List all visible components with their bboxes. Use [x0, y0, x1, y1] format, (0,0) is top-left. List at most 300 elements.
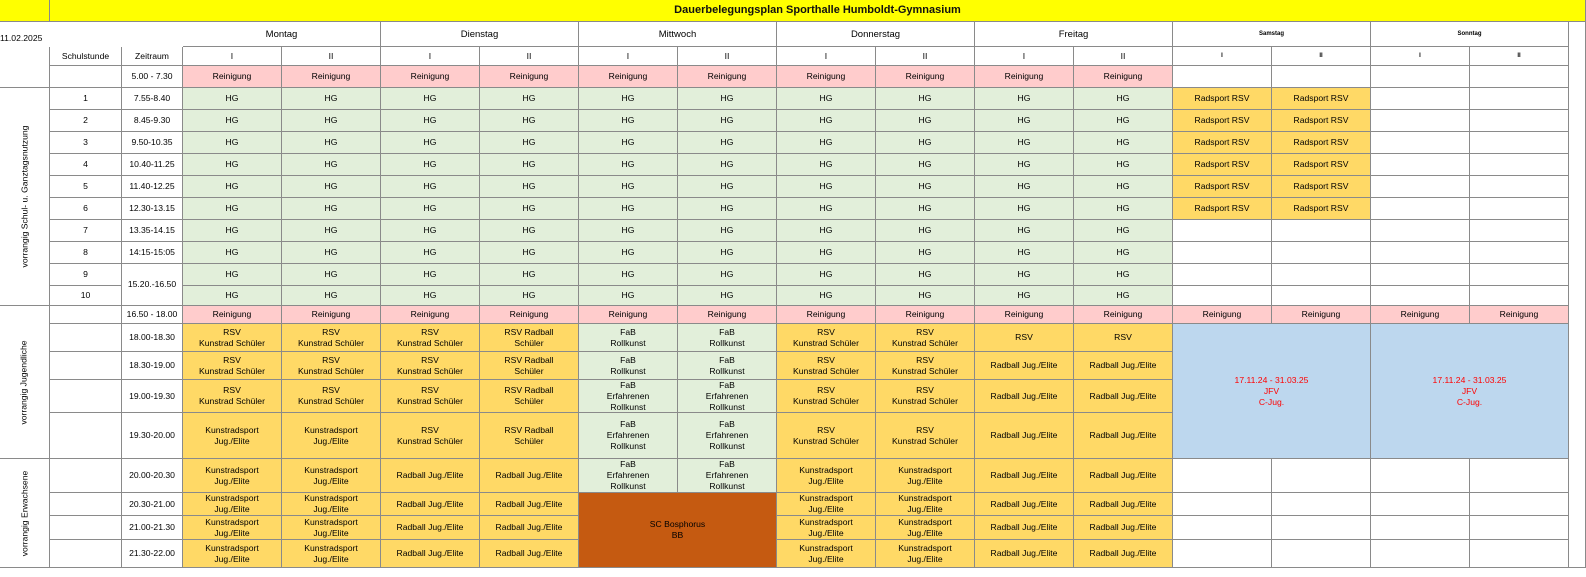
booking-cell-kunstradsport-elite[interactable]: Kunstradsport Jug./Elite	[777, 459, 876, 493]
empty-cell	[1173, 493, 1272, 516]
booking-cell-reinigung[interactable]: Reinigung	[777, 66, 876, 88]
booking-cell-hg[interactable]: HG	[579, 198, 678, 220]
booking-cell-rsv-kunstrad[interactable]: RSV Kunstrad Schüler	[282, 324, 381, 352]
booking-cell-hg[interactable]: HG	[777, 220, 876, 242]
day-header-montag: Montag	[183, 22, 381, 47]
booking-cell-hg[interactable]: HG	[183, 220, 282, 242]
booking-cell-hg[interactable]: HG	[183, 88, 282, 110]
time-slot: 20.30-21.00	[122, 493, 183, 516]
booking-cell-hg[interactable]: HG	[381, 198, 480, 220]
booking-cell-hg[interactable]: HG	[579, 154, 678, 176]
booking-cell-rsv-kunstrad[interactable]: RSV Kunstrad Schüler	[777, 413, 876, 459]
booking-cell-radsport-rsv[interactable]: Radsport RSV	[1272, 132, 1371, 154]
booking-cell-radsport-rsv[interactable]: Radsport RSV	[1272, 154, 1371, 176]
booking-cell-hg[interactable]: HG	[381, 154, 480, 176]
booking-cell-reinigung[interactable]: Reinigung	[282, 66, 381, 88]
time-slot: 15.20.-16.50	[122, 264, 183, 306]
day-header-dienstag: Dienstag	[381, 22, 579, 47]
booking-cell-radball-elite[interactable]: Radball Jug./Elite	[1074, 516, 1173, 540]
booking-cell-hg[interactable]: HG	[183, 198, 282, 220]
booking-cell-hg[interactable]: HG	[777, 242, 876, 264]
booking-cell-hg[interactable]: HG	[381, 286, 480, 306]
booking-cell-hg[interactable]: HG	[381, 220, 480, 242]
booking-cell-rsv-kunstrad[interactable]: RSV Kunstrad Schüler	[282, 380, 381, 413]
half-header: II	[1470, 47, 1569, 66]
booking-cell-reinigung[interactable]: Reinigung	[876, 66, 975, 88]
booking-cell-hg[interactable]: HG	[876, 242, 975, 264]
booking-cell-hg[interactable]: HG	[975, 198, 1074, 220]
booking-cell-rsv-kunstrad[interactable]: RSV Kunstrad Schüler	[282, 352, 381, 380]
booking-cell-hg[interactable]: HG	[381, 264, 480, 286]
empty-cell	[1470, 198, 1569, 220]
booking-cell-hg[interactable]: HG	[975, 286, 1074, 306]
booking-cell-reinigung[interactable]: Reinigung	[1272, 306, 1371, 324]
booking-cell-hg[interactable]: HG	[480, 88, 579, 110]
booking-cell-radball-elite[interactable]: Radball Jug./Elite	[1074, 459, 1173, 493]
empty-cell	[1371, 88, 1470, 110]
booking-cell-hg[interactable]: HG	[876, 198, 975, 220]
right-edge	[1569, 22, 1586, 568]
empty-cell	[1470, 264, 1569, 286]
empty-cell	[1470, 459, 1569, 493]
booking-cell-reinigung[interactable]: Reinigung	[678, 306, 777, 324]
booking-cell-reinigung[interactable]: Reinigung	[579, 66, 678, 88]
booking-cell-reinigung[interactable]: Reinigung	[579, 306, 678, 324]
lesson-number-blank	[50, 516, 122, 540]
booking-cell-hg[interactable]: HG	[678, 220, 777, 242]
time-slot: 5.00 - 7.30	[122, 66, 183, 88]
booking-cell-reinigung[interactable]: Reinigung	[1074, 306, 1173, 324]
half-header: I	[381, 47, 480, 66]
lesson-number: 5	[50, 176, 122, 198]
booking-cell-hg[interactable]: HG	[876, 154, 975, 176]
booking-cell-rsv-radball[interactable]: RSV Radball Schüler	[480, 413, 579, 459]
booking-cell-hg[interactable]: HG	[975, 132, 1074, 154]
booking-cell-hg[interactable]: HG	[777, 286, 876, 306]
booking-cell-kunstradsport-elite[interactable]: Kunstradsport Jug./Elite	[777, 493, 876, 516]
empty-cell	[1371, 66, 1470, 88]
booking-cell-hg[interactable]: HG	[975, 220, 1074, 242]
half-header: II	[1272, 47, 1371, 66]
booking-cell-hg[interactable]: HG	[678, 176, 777, 198]
booking-cell-hg[interactable]: HG	[678, 198, 777, 220]
booking-cell-rsv[interactable]: RSV	[1074, 324, 1173, 352]
booking-cell-jfv-block[interactable]: 17.11.24 - 31.03.25 JFV C-Jug.	[1371, 324, 1569, 459]
section-school: vorrangig Schul- u. Ganztagsnutzung	[0, 88, 50, 306]
booking-cell-hg[interactable]: HG	[183, 176, 282, 198]
booking-cell-hg[interactable]: HG	[777, 198, 876, 220]
booking-cell-reinigung[interactable]: Reinigung	[183, 306, 282, 324]
booking-cell-hg[interactable]: HG	[1074, 154, 1173, 176]
booking-cell-jfv-block[interactable]: 17.11.24 - 31.03.25 JFV C-Jug.	[1173, 324, 1371, 459]
half-header: II	[876, 47, 975, 66]
booking-cell-hg[interactable]: HG	[975, 176, 1074, 198]
lesson-number: 10	[50, 286, 122, 306]
empty-cell	[1371, 132, 1470, 154]
time-slot: 18.30-19.00	[122, 352, 183, 380]
lesson-number-blank	[50, 352, 122, 380]
booking-cell-hg[interactable]: HG	[282, 220, 381, 242]
booking-cell-rsv-kunstrad[interactable]: RSV Kunstrad Schüler	[183, 352, 282, 380]
booking-cell-rsv-radball[interactable]: RSV Radball Schüler	[480, 380, 579, 413]
booking-cell-hg[interactable]: HG	[480, 176, 579, 198]
half-header: II	[282, 47, 381, 66]
booking-cell-radball-elite[interactable]: Radball Jug./Elite	[480, 540, 579, 568]
booking-cell-hg[interactable]: HG	[975, 264, 1074, 286]
booking-cell-fab-erfahrenen[interactable]: FaB Erfahrenen Rollkunst	[678, 459, 777, 493]
lesson-number-blank	[50, 493, 122, 516]
booking-cell-radsport-rsv[interactable]: Radsport RSV	[1272, 198, 1371, 220]
booking-cell-rsv-kunstrad[interactable]: RSV Kunstrad Schüler	[876, 324, 975, 352]
half-header: I	[183, 47, 282, 66]
day-header-mittwoch: Mittwoch	[579, 22, 777, 47]
booking-cell-fab-erfahrenen[interactable]: FaB Erfahrenen Rollkunst	[579, 459, 678, 493]
booking-cell-radsport-rsv[interactable]: Radsport RSV	[1272, 110, 1371, 132]
booking-cell-hg[interactable]: HG	[480, 242, 579, 264]
booking-cell-reinigung[interactable]: Reinigung	[480, 306, 579, 324]
booking-cell-hg[interactable]: HG	[579, 176, 678, 198]
booking-cell-rsv-kunstrad[interactable]: RSV Kunstrad Schüler	[876, 413, 975, 459]
booking-cell-radsport-rsv[interactable]: Radsport RSV	[1173, 154, 1272, 176]
booking-cell-radball-elite[interactable]: Radball Jug./Elite	[1074, 352, 1173, 380]
booking-cell-hg[interactable]: HG	[876, 286, 975, 306]
empty-cell	[1371, 540, 1470, 568]
time-slot: 14:15-15:05	[122, 242, 183, 264]
booking-cell-hg[interactable]: HG	[876, 176, 975, 198]
lesson-number-blank	[50, 540, 122, 568]
lesson-number: 8	[50, 242, 122, 264]
booking-cell-kunstradsport-elite[interactable]: Kunstradsport Jug./Elite	[183, 459, 282, 493]
empty-cell	[1272, 242, 1371, 264]
booking-cell-rsv-kunstrad[interactable]: RSV Kunstrad Schüler	[183, 380, 282, 413]
booking-cell-radball-elite[interactable]: Radball Jug./Elite	[381, 540, 480, 568]
lesson-number-blank	[50, 380, 122, 413]
booking-cell-fab-rollkunst[interactable]: FaB Rollkunst	[678, 352, 777, 380]
booking-cell-hg[interactable]: HG	[876, 110, 975, 132]
booking-cell-fab-erfahrenen[interactable]: FaB Erfahrenen Rollkunst	[678, 413, 777, 459]
empty-cell	[1173, 459, 1272, 493]
empty-cell	[1371, 110, 1470, 132]
booking-cell-kunstradsport-elite[interactable]: Kunstradsport Jug./Elite	[183, 493, 282, 516]
booking-cell-hg[interactable]: HG	[282, 88, 381, 110]
booking-cell-hg[interactable]: HG	[678, 286, 777, 306]
booking-cell-hg[interactable]: HG	[1074, 132, 1173, 154]
booking-cell-hg[interactable]: HG	[876, 88, 975, 110]
booking-cell-hg[interactable]: HG	[480, 198, 579, 220]
half-header: II	[480, 47, 579, 66]
booking-cell-rsv-kunstrad[interactable]: RSV Kunstrad Schüler	[381, 352, 480, 380]
booking-cell-rsv-kunstrad[interactable]: RSV Kunstrad Schüler	[777, 324, 876, 352]
empty-cell	[1470, 540, 1569, 568]
booking-cell-hg[interactable]: HG	[480, 264, 579, 286]
booking-cell-radball-elite[interactable]: Radball Jug./Elite	[975, 413, 1074, 459]
booking-cell-hg[interactable]: HG	[480, 110, 579, 132]
booking-cell-radsport-rsv[interactable]: Radsport RSV	[1173, 198, 1272, 220]
booking-cell-radball-elite[interactable]: Radball Jug./Elite	[975, 516, 1074, 540]
empty-cell	[1272, 220, 1371, 242]
booking-cell-radball-elite[interactable]: Radball Jug./Elite	[480, 459, 579, 493]
booking-cell-kunstradsport-elite[interactable]: Kunstradsport Jug./Elite	[876, 459, 975, 493]
empty-cell	[1371, 286, 1470, 306]
booking-cell-rsv-kunstrad[interactable]: RSV Kunstrad Schüler	[777, 380, 876, 413]
booking-cell-sc-bosphorus[interactable]: SC Bosphorus BB	[579, 493, 777, 568]
booking-cell-radsport-rsv[interactable]: Radsport RSV	[1173, 132, 1272, 154]
title-bar: Dauerbelegungsplan Sporthalle Humboldt-Gymnasium	[50, 0, 1586, 22]
booking-cell-rsv-radball[interactable]: RSV Radball Schüler	[480, 324, 579, 352]
booking-cell-radball-elite[interactable]: Radball Jug./Elite	[381, 516, 480, 540]
booking-cell-hg[interactable]: HG	[282, 110, 381, 132]
booking-cell-hg[interactable]: HG	[777, 264, 876, 286]
booking-cell-hg[interactable]: HG	[579, 110, 678, 132]
booking-cell-rsv-radball[interactable]: RSV Radball Schüler	[480, 352, 579, 380]
booking-cell-reinigung[interactable]: Reinigung	[480, 66, 579, 88]
booking-cell-hg[interactable]: HG	[183, 264, 282, 286]
booking-cell-hg[interactable]: HG	[678, 242, 777, 264]
booking-cell-hg[interactable]: HG	[975, 154, 1074, 176]
booking-cell-fab-erfahrenen[interactable]: FaB Erfahrenen Rollkunst	[579, 380, 678, 413]
booking-cell-reinigung[interactable]: Reinigung	[876, 306, 975, 324]
empty-cell	[1470, 66, 1569, 88]
booking-cell-hg[interactable]: HG	[1074, 264, 1173, 286]
booking-cell-radsport-rsv[interactable]: Radsport RSV	[1272, 176, 1371, 198]
booking-cell-hg[interactable]: HG	[282, 154, 381, 176]
section-adults: vorrangig Erwachsene	[0, 459, 50, 568]
time-slot: 7.55-8.40	[122, 88, 183, 110]
empty-cell	[1470, 176, 1569, 198]
empty-cell	[1371, 516, 1470, 540]
booking-cell-kunstradsport-elite[interactable]: Kunstradsport Jug./Elite	[183, 540, 282, 568]
booking-cell-fab-erfahrenen[interactable]: FaB Erfahrenen Rollkunst	[678, 380, 777, 413]
booking-cell-hg[interactable]: HG	[282, 198, 381, 220]
booking-cell-reinigung[interactable]: Reinigung	[975, 306, 1074, 324]
booking-cell-rsv-kunstrad[interactable]: RSV Kunstrad Schüler	[876, 380, 975, 413]
title-bar-left	[0, 0, 50, 22]
booking-cell-radsport-rsv[interactable]: Radsport RSV	[1173, 176, 1272, 198]
booking-cell-hg[interactable]: HG	[678, 154, 777, 176]
booking-cell-hg[interactable]: HG	[876, 220, 975, 242]
booking-cell-radball-elite[interactable]: Radball Jug./Elite	[975, 493, 1074, 516]
booking-cell-hg[interactable]: HG	[579, 242, 678, 264]
day-header-donnerstag: Donnerstag	[777, 22, 975, 47]
booking-cell-hg[interactable]: HG	[1074, 220, 1173, 242]
booking-cell-hg[interactable]: HG	[975, 110, 1074, 132]
booking-cell-hg[interactable]: HG	[1074, 242, 1173, 264]
booking-cell-kunstradsport-elite[interactable]: Kunstradsport Jug./Elite	[777, 516, 876, 540]
booking-cell-kunstradsport-elite[interactable]: Kunstradsport Jug./Elite	[183, 516, 282, 540]
empty-cell	[1470, 242, 1569, 264]
booking-cell-radball-elite[interactable]: Radball Jug./Elite	[1074, 493, 1173, 516]
booking-cell-hg[interactable]: HG	[777, 154, 876, 176]
booking-cell-hg[interactable]: HG	[381, 242, 480, 264]
booking-cell-kunstradsport-elite[interactable]: Kunstradsport Jug./Elite	[282, 493, 381, 516]
booking-cell-kunstradsport-elite[interactable]: Kunstradsport Jug./Elite	[282, 459, 381, 493]
empty-cell	[1272, 493, 1371, 516]
booking-cell-rsv[interactable]: RSV	[975, 324, 1074, 352]
booking-cell-reinigung[interactable]: Reinigung	[975, 66, 1074, 88]
lesson-number-blank	[50, 413, 122, 459]
col-header-schulstunde: Schulstunde	[50, 47, 122, 66]
booking-cell-kunstradsport-elite[interactable]: Kunstradsport Jug./Elite	[876, 516, 975, 540]
booking-cell-hg[interactable]: HG	[183, 154, 282, 176]
time-slot: 21.00-21.30	[122, 516, 183, 540]
half-header: I	[1173, 47, 1272, 66]
empty-cell	[1371, 242, 1470, 264]
booking-cell-hg[interactable]: HG	[579, 264, 678, 286]
booking-cell-reinigung[interactable]: Reinigung	[678, 66, 777, 88]
booking-cell-kunstradsport-elite[interactable]: Kunstradsport Jug./Elite	[876, 540, 975, 568]
booking-cell-hg[interactable]: HG	[1074, 286, 1173, 306]
empty-cell	[1173, 540, 1272, 568]
booking-cell-hg[interactable]: HG	[282, 286, 381, 306]
booking-cell-radball-elite[interactable]: Radball Jug./Elite	[1074, 540, 1173, 568]
booking-cell-reinigung[interactable]: Reinigung	[183, 66, 282, 88]
empty-cell	[1470, 154, 1569, 176]
booking-cell-fab-erfahrenen[interactable]: FaB Erfahrenen Rollkunst	[579, 413, 678, 459]
booking-cell-radball-elite[interactable]: Radball Jug./Elite	[975, 540, 1074, 568]
booking-cell-hg[interactable]: HG	[381, 132, 480, 154]
booking-cell-hg[interactable]: HG	[381, 176, 480, 198]
booking-cell-kunstradsport-elite[interactable]: Kunstradsport Jug./Elite	[282, 413, 381, 459]
booking-cell-hg[interactable]: HG	[480, 132, 579, 154]
day-header-sonntag: Sonntag	[1371, 22, 1569, 47]
booking-cell-radball-elite[interactable]: Radball Jug./Elite	[975, 380, 1074, 413]
booking-cell-hg[interactable]: HG	[183, 286, 282, 306]
booking-cell-hg[interactable]: HG	[579, 88, 678, 110]
empty-cell	[1470, 493, 1569, 516]
booking-cell-hg[interactable]: HG	[777, 132, 876, 154]
booking-cell-radball-elite[interactable]: Radball Jug./Elite	[381, 493, 480, 516]
booking-cell-reinigung[interactable]: Reinigung	[777, 306, 876, 324]
time-slot: 11.40-12.25	[122, 176, 183, 198]
booking-cell-rsv-kunstrad[interactable]: RSV Kunstrad Schüler	[777, 352, 876, 380]
booking-cell-radball-elite[interactable]: Radball Jug./Elite	[480, 493, 579, 516]
booking-cell-hg[interactable]: HG	[480, 286, 579, 306]
booking-cell-reinigung[interactable]: Reinigung	[1371, 306, 1470, 324]
half-header: I	[975, 47, 1074, 66]
booking-cell-fab-rollkunst[interactable]: FaB Rollkunst	[579, 352, 678, 380]
booking-cell-reinigung[interactable]: Reinigung	[1470, 306, 1569, 324]
booking-cell-radball-elite[interactable]: Radball Jug./Elite	[381, 459, 480, 493]
booking-cell-hg[interactable]: HG	[282, 132, 381, 154]
booking-cell-hg[interactable]: HG	[480, 154, 579, 176]
booking-cell-radball-elite[interactable]: Radball Jug./Elite	[1074, 413, 1173, 459]
time-slot: 18.00-18.30	[122, 324, 183, 352]
half-header: II	[1074, 47, 1173, 66]
booking-cell-hg[interactable]: HG	[183, 242, 282, 264]
date-stamp: 11.02.2025	[0, 33, 43, 43]
booking-cell-rsv-kunstrad[interactable]: RSV Kunstrad Schüler	[183, 324, 282, 352]
booking-cell-hg[interactable]: HG	[1074, 198, 1173, 220]
booking-cell-reinigung[interactable]: Reinigung	[282, 306, 381, 324]
lesson-number: 9	[50, 264, 122, 286]
booking-cell-hg[interactable]: HG	[975, 242, 1074, 264]
empty-cell	[1173, 66, 1272, 88]
booking-cell-hg[interactable]: HG	[282, 264, 381, 286]
booking-cell-hg[interactable]: HG	[183, 110, 282, 132]
booking-cell-hg[interactable]: HG	[975, 88, 1074, 110]
booking-cell-hg[interactable]: HG	[579, 220, 678, 242]
half-header: I	[579, 47, 678, 66]
booking-cell-fab-rollkunst[interactable]: FaB Rollkunst	[579, 324, 678, 352]
booking-cell-reinigung[interactable]: Reinigung	[381, 66, 480, 88]
booking-cell-hg[interactable]: HG	[579, 286, 678, 306]
booking-cell-hg[interactable]: HG	[1074, 176, 1173, 198]
booking-cell-hg[interactable]: HG	[480, 220, 579, 242]
booking-cell-kunstradsport-elite[interactable]: Kunstradsport Jug./Elite	[183, 413, 282, 459]
lesson-number: 4	[50, 154, 122, 176]
booking-cell-kunstradsport-elite[interactable]: Kunstradsport Jug./Elite	[876, 493, 975, 516]
booking-cell-radball-elite[interactable]: Radball Jug./Elite	[975, 459, 1074, 493]
booking-cell-hg[interactable]: HG	[1074, 88, 1173, 110]
booking-cell-hg[interactable]: HG	[777, 176, 876, 198]
booking-cell-rsv-kunstrad[interactable]: RSV Kunstrad Schüler	[381, 380, 480, 413]
time-slot: 13.35-14.15	[122, 220, 183, 242]
empty-cell	[1470, 286, 1569, 306]
left-header-block	[0, 47, 50, 88]
booking-cell-hg[interactable]: HG	[678, 88, 777, 110]
booking-cell-hg[interactable]: HG	[678, 110, 777, 132]
empty-cell	[1272, 264, 1371, 286]
day-header-freitag: Freitag	[975, 22, 1173, 47]
booking-cell-kunstradsport-elite[interactable]: Kunstradsport Jug./Elite	[282, 540, 381, 568]
booking-cell-radball-elite[interactable]: Radball Jug./Elite	[975, 352, 1074, 380]
time-slot: 19.30-20.00	[122, 413, 183, 459]
empty-cell	[1470, 110, 1569, 132]
empty-cell	[1173, 516, 1272, 540]
empty-cell	[1173, 264, 1272, 286]
empty-cell	[1371, 198, 1470, 220]
booking-cell-radball-elite[interactable]: Radball Jug./Elite	[480, 516, 579, 540]
booking-cell-hg[interactable]: HG	[183, 132, 282, 154]
booking-cell-hg[interactable]: HG	[579, 132, 678, 154]
booking-cell-reinigung[interactable]: Reinigung	[1173, 306, 1272, 324]
booking-cell-hg[interactable]: HG	[876, 132, 975, 154]
booking-cell-rsv-kunstrad[interactable]: RSV Kunstrad Schüler	[381, 324, 480, 352]
empty-cell	[1470, 88, 1569, 110]
booking-cell-hg[interactable]: HG	[381, 110, 480, 132]
booking-cell-hg[interactable]: HG	[282, 242, 381, 264]
booking-cell-kunstradsport-elite[interactable]: Kunstradsport Jug./Elite	[282, 516, 381, 540]
booking-cell-rsv-kunstrad[interactable]: RSV Kunstrad Schüler	[381, 413, 480, 459]
time-slot: 21.30-22.00	[122, 540, 183, 568]
booking-cell-hg[interactable]: HG	[1074, 110, 1173, 132]
booking-cell-hg[interactable]: HG	[282, 176, 381, 198]
booking-cell-reinigung[interactable]: Reinigung	[381, 306, 480, 324]
booking-cell-hg[interactable]: HG	[678, 264, 777, 286]
time-slot: 10.40-11.25	[122, 154, 183, 176]
booking-cell-radsport-rsv[interactable]: Radsport RSV	[1173, 88, 1272, 110]
booking-cell-hg[interactable]: HG	[777, 88, 876, 110]
booking-cell-radsport-rsv[interactable]: Radsport RSV	[1173, 110, 1272, 132]
booking-cell-reinigung[interactable]: Reinigung	[1074, 66, 1173, 88]
booking-cell-fab-rollkunst[interactable]: FaB Rollkunst	[678, 324, 777, 352]
booking-cell-hg[interactable]: HG	[777, 110, 876, 132]
time-slot: 12.30-13.15	[122, 198, 183, 220]
time-slot: 9.50-10.35	[122, 132, 183, 154]
time-slot: 19.00-19.30	[122, 380, 183, 413]
booking-cell-hg[interactable]: HG	[876, 264, 975, 286]
booking-cell-kunstradsport-elite[interactable]: Kunstradsport Jug./Elite	[777, 540, 876, 568]
lesson-number-blank	[50, 324, 122, 352]
lesson-number: 3	[50, 132, 122, 154]
empty-cell	[1470, 132, 1569, 154]
empty-cell	[1371, 493, 1470, 516]
booking-cell-hg[interactable]: HG	[381, 88, 480, 110]
booking-cell-radsport-rsv[interactable]: Radsport RSV	[1272, 88, 1371, 110]
booking-cell-hg[interactable]: HG	[678, 132, 777, 154]
booking-cell-rsv-kunstrad[interactable]: RSV Kunstrad Schüler	[876, 352, 975, 380]
booking-cell-radball-elite[interactable]: Radball Jug./Elite	[1074, 380, 1173, 413]
